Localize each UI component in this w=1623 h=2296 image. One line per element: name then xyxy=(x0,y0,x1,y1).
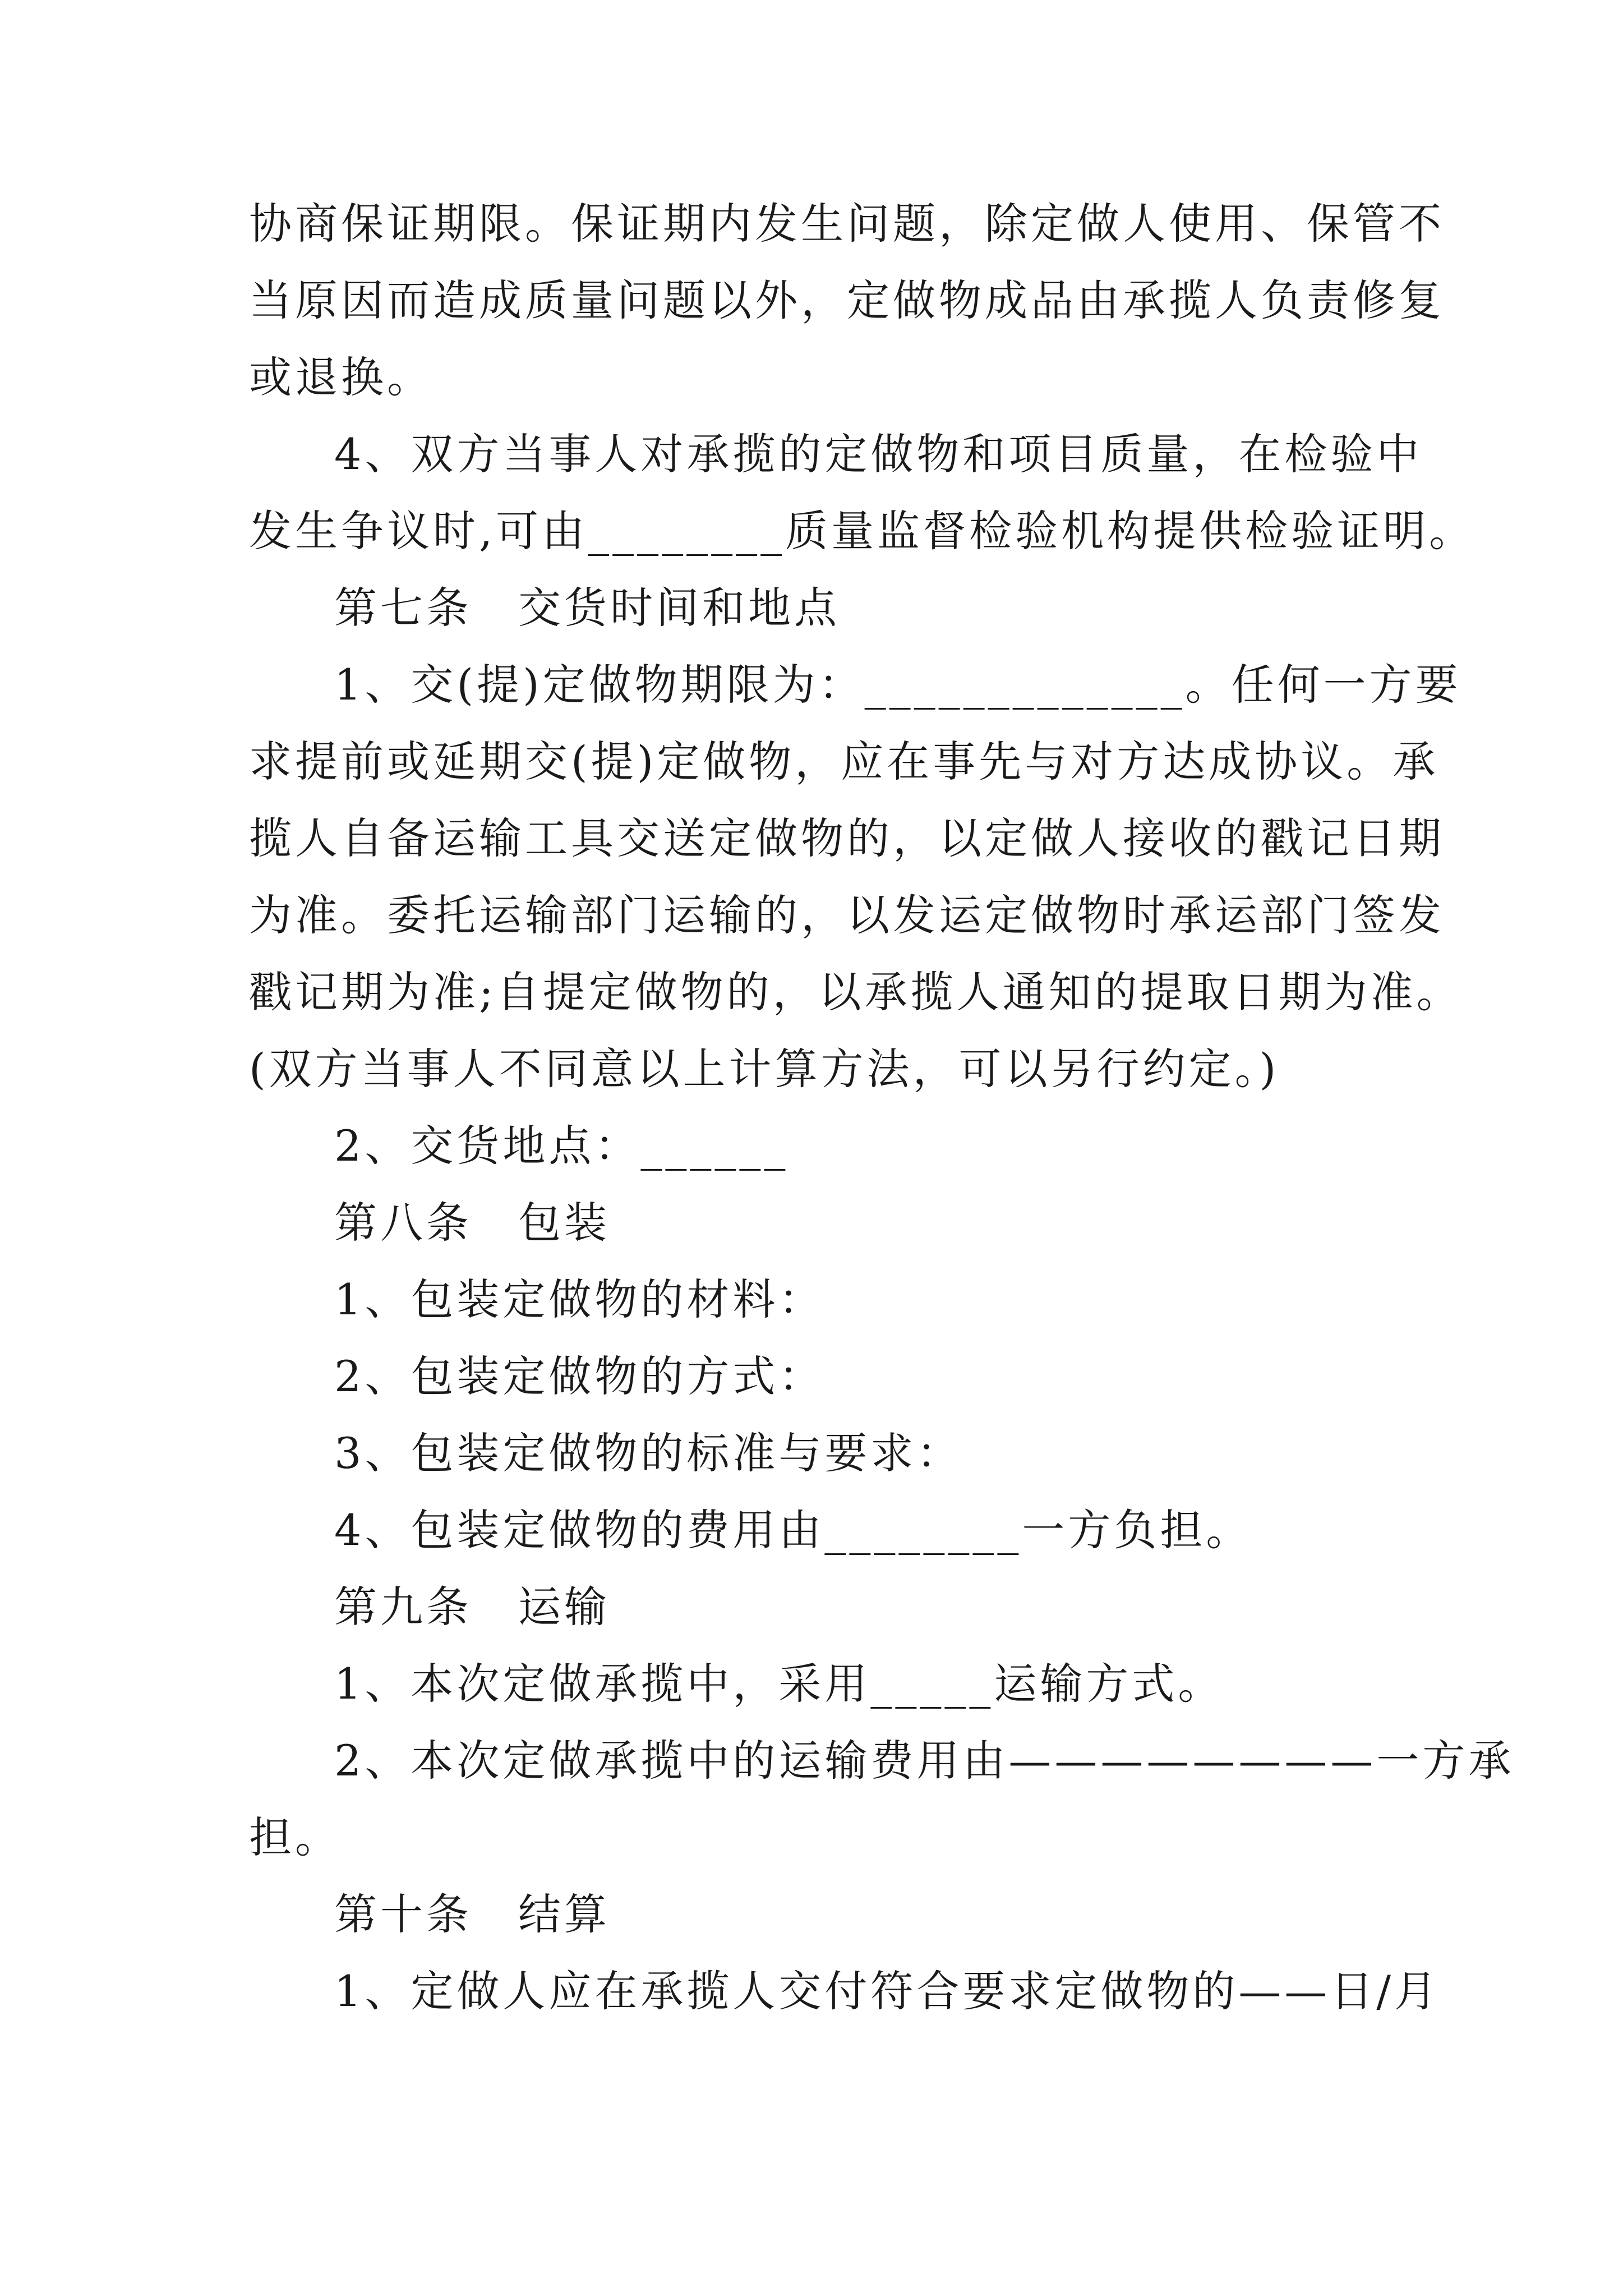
text-line: 2、交货地点：______ xyxy=(334,1121,789,1171)
text-line: 协商保证期限。保证期内发生问题，除定做人使用、保管不 xyxy=(249,199,1445,249)
text-line: 1、交(提)定做物期限为：_____________。任何一方要 xyxy=(334,660,1461,710)
text-line: 求提前或延期交(提)定做物，应在事先与对方达成协议。承 xyxy=(249,737,1439,786)
text-line: 2、本次定做承揽中的运输费用由————————一方承 xyxy=(334,1736,1515,1786)
text-line: 或退换。 xyxy=(249,352,433,402)
article-7-heading xyxy=(249,569,1376,646)
paragraph-settlement xyxy=(249,1953,1440,2030)
paragraph-quality-dispute xyxy=(249,416,1476,569)
paragraph-delivery-location xyxy=(249,1107,1376,1184)
article-title: 第七条 交货时间和地点 xyxy=(334,583,840,633)
document-body xyxy=(249,185,1515,2030)
text-line: 1、包装定做物的材料： xyxy=(334,1274,825,1324)
text-line: 揽人自备运输工具交送定做物的，以定做人接收的戳记日期 xyxy=(249,813,1445,863)
article-10-heading xyxy=(249,1876,1376,1953)
paragraph-delivery-deadline xyxy=(249,646,1463,1107)
text-line: 担。 xyxy=(249,1812,341,1862)
article-9-heading xyxy=(249,1568,1376,1645)
text-line: 1、本次定做承揽中，采用_____运输方式。 xyxy=(334,1659,1224,1709)
text-line: (双方当事人不同意以上计算方法，可以另行约定。) xyxy=(249,1044,1280,1094)
paragraph-warranty-continued xyxy=(249,185,1445,416)
text-line: 4、双方当事人对承揽的定做物和项目质量，在检验中 xyxy=(334,429,1423,479)
paragraph-transport-method xyxy=(249,1645,1376,1722)
article-8-heading xyxy=(249,1184,1376,1261)
paragraph-packaging-cost xyxy=(249,1492,1376,1568)
paragraph-transport-cost xyxy=(249,1722,1515,1876)
paragraph-packaging-method xyxy=(249,1338,1376,1415)
paragraph-packaging-material xyxy=(249,1261,1376,1338)
text-line: 发生争议时,可由________质量监督检验机构提供检验证明。 xyxy=(249,506,1476,556)
text-line: 3、包装定做物的标准与要求： xyxy=(334,1428,963,1478)
text-line: 戳记期为准;自提定做物的，以承揽人通知的提取日期为准。 xyxy=(249,967,1463,1017)
text-line: 2、包装定做物的方式： xyxy=(334,1351,825,1401)
text-line: 1、定做人应在承揽人交付符合要求定做物的——日/月 xyxy=(334,1966,1440,2016)
text-line: 当原因而造成质量问题以外，定做物成品由承揽人负责修复 xyxy=(249,275,1445,325)
article-title: 第八条 包装 xyxy=(334,1198,610,1248)
text-line: 为准。委托运输部门运输的，以发运定做物时承运部门签发 xyxy=(249,890,1445,940)
article-title: 第九条 运输 xyxy=(334,1582,610,1632)
paragraph-packaging-standard xyxy=(249,1415,1376,1492)
text-line: 4、包装定做物的费用由________一方负担。 xyxy=(334,1505,1252,1555)
article-title: 第十条 结算 xyxy=(334,1889,610,1939)
